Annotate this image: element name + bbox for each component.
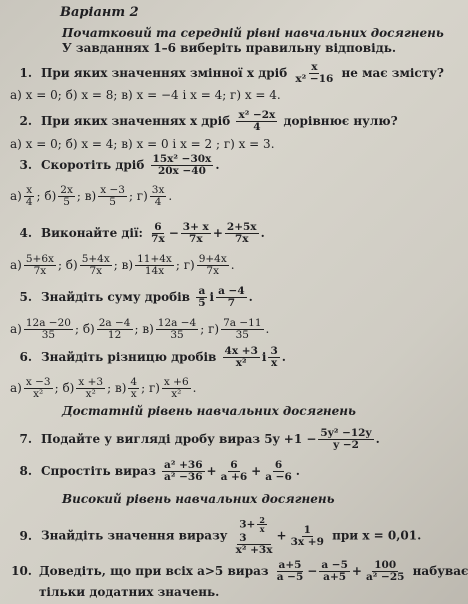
denominator: x² (171, 388, 182, 400)
inner-fraction (257, 516, 267, 533)
denominator: 7x (151, 233, 165, 245)
numerator: x +6 (163, 376, 189, 388)
numerator: 100 (374, 559, 397, 571)
option-fraction (156, 318, 198, 341)
numerator: a² +36 (164, 459, 203, 471)
option-fraction (150, 185, 167, 208)
numerator: 3+ x (182, 221, 209, 233)
question-text: Скоротіть дріб (41, 158, 145, 172)
numerator: 2x (60, 184, 73, 196)
answers-4: а) $\frac{5+6x}{7x}$ ; б) $\frac{5+4x}{7x}$ ; в) $\frac{11+4x}{14x}$ ; г) $\frac{9+4x}{7x}$ . (10, 253, 235, 277)
option-label: ; б) (57, 258, 78, 272)
fraction (219, 460, 250, 483)
denominator: 20x −40 (157, 165, 206, 177)
option-label: ; г) (200, 322, 220, 336)
denominator: 5 (198, 297, 206, 309)
numerator: a (198, 285, 206, 297)
option-fraction (76, 377, 105, 400)
question-text: Доведіть, що при всіх a>5 вираз (39, 564, 269, 578)
denominator: a+5 (323, 571, 347, 583)
fraction (263, 460, 294, 483)
fraction (162, 460, 204, 483)
instruction-text: У завданнях 1–6 виберіть правильну відповідь. (62, 41, 397, 55)
option-label: ; в) (107, 381, 127, 395)
numerator: 2+5x (226, 221, 257, 233)
denominator: 4 (25, 196, 33, 208)
option-fraction (80, 254, 112, 277)
conjunction: і (209, 290, 215, 304)
option-fraction (162, 377, 191, 400)
numerator: 6 (274, 459, 283, 471)
question-number: 5. (19, 290, 32, 304)
numerator: a −5 (321, 559, 348, 571)
answers-3: а) $\frac{x}{4}$ ; б) $\frac{2x}{5}$ ; в) $\frac{x -3}{5}$ ; г) $\frac{3x}{4}$ . (10, 184, 173, 208)
question-number: 8. (19, 464, 32, 478)
denominator: 14x (144, 265, 165, 277)
answers-2: а) x = 0; б) x = 4; в) x = 0 і x = 2 ; г) x = 3. (10, 137, 275, 151)
section-title-sufficient: Достатній рівень навчальних досягнень (62, 404, 356, 418)
denominator: 3x +9 (290, 535, 324, 548)
option-label: а) (10, 189, 22, 203)
option-fraction (98, 185, 127, 208)
option-fraction (24, 185, 35, 208)
question-text: Подайте у вигляді дробу вираз (41, 432, 261, 446)
denominator: 12 (107, 329, 122, 341)
question-10-continuation: тільки додатних значень. (39, 585, 220, 599)
question-tail: не має змісту? (341, 66, 444, 80)
denominator: 7x (33, 265, 47, 277)
denominator: 7x (189, 233, 203, 245)
option-label: а) (10, 381, 22, 395)
denominator: 7 (227, 297, 235, 309)
denominator: 7x (206, 265, 220, 277)
option-label: ; б) (54, 381, 75, 395)
fraction (223, 346, 260, 369)
numerator: x² −2x (238, 109, 276, 121)
denominator: x² (85, 388, 96, 400)
option-fraction (135, 254, 174, 277)
numerator: x −3 (25, 376, 51, 388)
numerator: 3x (151, 184, 165, 196)
variant-title: Варіант 2 (60, 5, 139, 20)
question-1 (10, 62, 444, 85)
question-2 (10, 110, 398, 133)
fraction (293, 62, 335, 85)
question-tail: при x = 0,01. (332, 528, 422, 543)
option-fraction (197, 254, 229, 277)
denominator: 7x (234, 233, 249, 245)
operator: − (307, 564, 318, 578)
numerator: 6 (154, 221, 162, 233)
operator: − (168, 226, 179, 240)
fraction (225, 222, 259, 245)
fraction (151, 154, 214, 177)
option-label: ; г) (141, 381, 160, 395)
numerator: x +3 (78, 376, 104, 388)
question-text: Знайдіть значення виразу (41, 528, 228, 543)
conjunction: і (261, 350, 267, 364)
question-number: 2. (19, 114, 32, 128)
answers-5: а) $\frac{12a -20}{35}$ ; б) $\frac{2a -4}{12}$ ; в) $\frac{12a -4}{35}$ ; г) $\frac{7a -11}{35}$ . (10, 317, 270, 341)
option-fraction (24, 377, 53, 400)
question-9 (10, 516, 421, 556)
question-tail: набуває (412, 564, 468, 578)
fraction (289, 525, 326, 548)
question-tail: дорівнює нулю? (283, 114, 398, 128)
numerator-divisor: 3 (239, 532, 247, 544)
denominator: x (270, 357, 278, 369)
expression-prefix: 5y +1 − (264, 432, 317, 446)
numerator: 7a −11 (223, 317, 262, 329)
fraction (216, 286, 247, 309)
denominator: 7x (89, 265, 103, 277)
fraction (181, 222, 211, 245)
option-fraction (24, 318, 73, 341)
fraction (319, 560, 350, 583)
question-10 (8, 560, 468, 583)
fraction (149, 222, 167, 245)
question-8: 8. Спростіть вираз $\frac{\text{a² +36}}{\text{a² −36}}$ + $\frac{6}{a +6}$ + $\frac{6}{a -6}$ . (10, 460, 300, 483)
question-text: При яких значеннях x дріб (41, 114, 231, 128)
complex-fraction (234, 516, 275, 556)
numerator: 12a −20 (25, 317, 71, 329)
numerator (237, 516, 271, 545)
fraction (275, 560, 306, 583)
fraction (236, 110, 277, 133)
section-title-high: Високий рівень навчальних досягнень (62, 492, 335, 506)
question-3 (10, 154, 220, 177)
denominator: x² (235, 357, 247, 369)
question-number: 1. (19, 66, 32, 80)
numerator: 4 (130, 376, 138, 388)
option-label: ; б) (74, 322, 95, 336)
option-label: ; г) (128, 189, 148, 203)
denominator: a² −36 (164, 471, 203, 483)
question-text: Спростіть вираз (41, 464, 156, 478)
numerator-prefix: 3+ (239, 518, 256, 531)
denominator: 4 (154, 196, 162, 208)
fraction (318, 428, 373, 451)
answers-1: а) x = 0; б) x = 8; в) x = −4 і x = 4; г) x = 4. (10, 88, 281, 102)
numerator: 3 (270, 345, 278, 357)
numerator: x (311, 61, 318, 73)
question-6: 6. Знайдіть різницю дробів $\frac{4x +3}{\text{x²}}$ і $\frac{3}{x}$ . (10, 346, 286, 369)
fraction (196, 286, 207, 309)
option-label: а) (10, 322, 22, 336)
numerator: x (26, 184, 33, 196)
option-fraction (221, 318, 263, 341)
question-number: 3. (19, 158, 32, 172)
question-number: 4. (19, 226, 32, 240)
operator: + (276, 528, 287, 543)
question-number: 10. (11, 564, 32, 578)
operator: + (351, 564, 362, 578)
option-label: ; г) (175, 258, 195, 272)
question-text: При яких значеннях змінної x дріб (41, 66, 288, 80)
denominator: a −5 (276, 571, 304, 583)
numerator: 5+4x (81, 253, 110, 265)
operator: + (206, 464, 217, 478)
numerator: 15x² −30x (152, 153, 212, 165)
option-label: ; б) (36, 189, 57, 203)
answers-6: а) $\frac{x -3}{\text{x²}}$ ; б) $\frac{x +3}{\text{x²}}$ ; в) $\frac{4}{x}$ ; г) $\frac{x +6}{\text{x²}}$ . (10, 376, 197, 400)
numerator: 12a −4 (157, 317, 197, 329)
numerator: 2a −4 (98, 317, 131, 329)
denominator: 35 (235, 329, 249, 341)
question-number: 9. (19, 528, 32, 543)
section-title-basic: Початковий та середній рівні навчальних досягнень (62, 26, 444, 40)
denominator: 35 (41, 329, 56, 341)
numerator: x −3 (100, 184, 125, 196)
option-label: ; в) (134, 322, 154, 336)
denominator: 5 (63, 196, 70, 208)
option-label: ; в) (113, 258, 134, 272)
fraction (268, 346, 279, 369)
option-label: ; в) (76, 189, 97, 203)
denominator: 5 (109, 196, 116, 208)
question-text: Знайдіть суму дробів (41, 290, 190, 304)
question-number: 6. (19, 350, 32, 364)
numerator: 9+4x (198, 253, 227, 265)
denominator: a −6 (265, 471, 292, 483)
denominator: 35 (170, 329, 184, 341)
question-number: 7. (19, 432, 32, 446)
numerator: a+5 (278, 559, 302, 571)
question-tail: . (215, 158, 220, 172)
denominator: y −2 (333, 439, 359, 451)
denominator: x² +3x (235, 544, 273, 556)
option-fraction (97, 318, 133, 341)
numerator: 5+6x (25, 253, 54, 265)
numerator: 1 (303, 523, 311, 536)
operator: + (212, 226, 223, 240)
fraction (364, 560, 406, 583)
numerator: 6 (230, 459, 238, 471)
option-fraction (58, 185, 75, 208)
question-7: 7. Подайте у вигляді дробу вираз 5y +1 − $\frac{\text{5y² −12y}}{y -2}$ . (10, 428, 380, 451)
denominator: x (259, 524, 265, 534)
denominator: a +6 (220, 471, 248, 483)
numerator: a −4 (218, 285, 245, 297)
numerator: 4x +3 (224, 345, 258, 357)
numerator: 11+4x (137, 253, 172, 265)
operator: + (251, 464, 262, 478)
denominator: 4 (253, 121, 261, 133)
question-4: 4. Виконайте дії: $\frac{6}{7x}$ − $\frac{3+ x}{7x}$ + $\frac{2+5x}{7x}$ . (10, 222, 265, 245)
option-label: а) (10, 258, 22, 272)
option-fraction (24, 254, 56, 277)
numerator: 2 (259, 515, 265, 525)
option-fraction (128, 377, 139, 400)
question-text: Знайдіть різницю дробів (41, 350, 217, 364)
denominator: x (130, 388, 137, 400)
denominator: x² (33, 388, 44, 400)
question-text: Виконайте дії: (41, 226, 143, 240)
numerator: 5y² −12y (320, 427, 372, 439)
denominator: a² −25 (365, 571, 405, 583)
question-5: 5. Знайдіть суму дробів $\frac{a}{5}$ і $\frac{a -4}{7}$ . (10, 286, 253, 309)
denominator: x² −16 (295, 73, 334, 85)
